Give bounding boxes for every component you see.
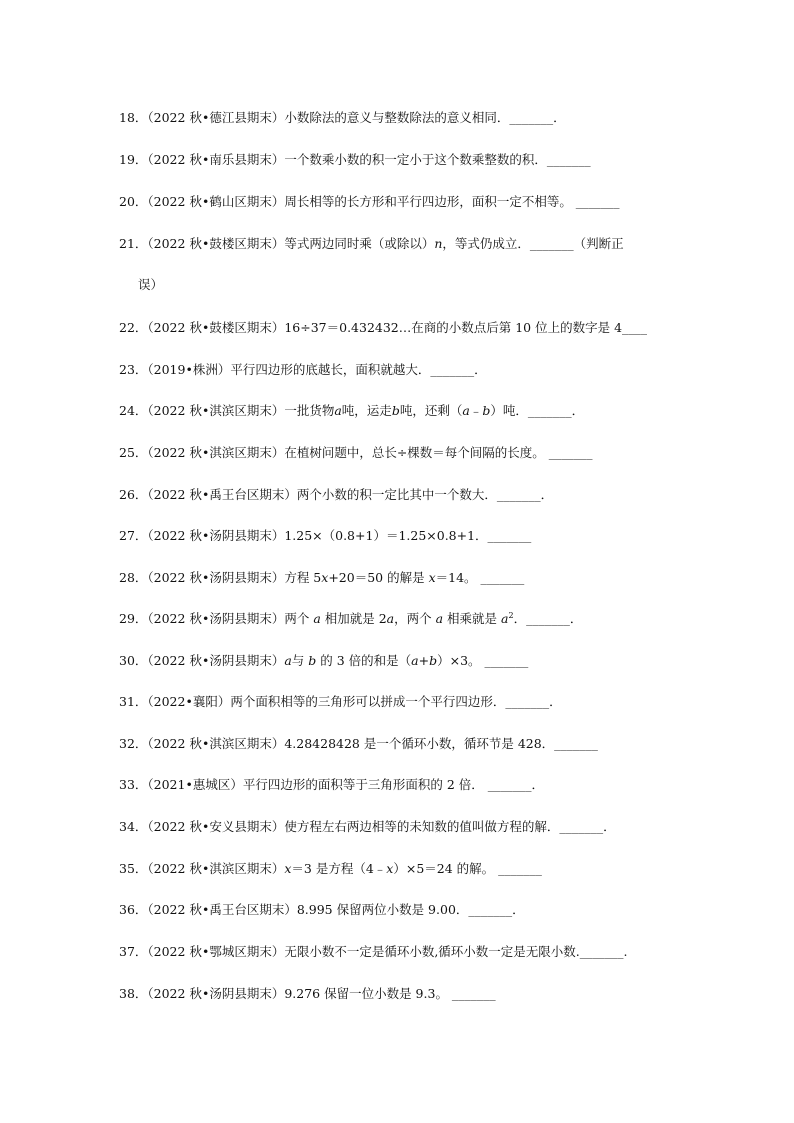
question-source: （2022 秋•鼓楼区期末） (147, 236, 285, 251)
question-text: ）×3。 _______ (437, 653, 529, 668)
variable: n (434, 236, 443, 251)
question-number: 19． (119, 152, 148, 167)
question-21 (119, 234, 676, 253)
question-source: （2019•株洲） (147, 362, 231, 377)
question-text: 4.28428428 是一个循环小数，循环节是 428．_______ (284, 736, 598, 751)
question-text: 在植树问题中，总长÷棵数＝每个间隔的长度。 _______ (284, 445, 593, 460)
question-text: +20＝50 的解是 (328, 570, 429, 585)
question-26 (119, 485, 676, 504)
question-text: 无限小数不一定是循环小数,循环小数一定是无限小数._______. (284, 944, 628, 959)
question-source: （2022 秋•汤阴县期末） (147, 528, 285, 543)
question-source: （2022•襄阳） (147, 694, 231, 709)
question-number: 23． (119, 362, 148, 377)
question-source: （2022 秋•淇滨区期末） (147, 445, 285, 460)
question-source: （2022 秋•汤阴县期末） (147, 653, 285, 668)
question-19 (119, 150, 676, 169)
question-37 (119, 942, 676, 961)
question-29 (119, 609, 676, 628)
question-text: ＝3 是方程（4﹣ (291, 861, 387, 876)
variable: a (284, 653, 292, 668)
question-text: 平行四边形的面积等于三角形面积的 2 倍． _______． (242, 777, 544, 792)
variable: x (386, 861, 394, 876)
question-text: 等式两边同时乘（或除以） (284, 236, 435, 251)
question-text: 相加就是 2 (320, 611, 387, 626)
question-text: ，两个 (394, 611, 436, 626)
question-source: （2022 秋•淇滨区期末） (147, 403, 285, 418)
question-source: （2022 秋•南乐县期末） (147, 152, 285, 167)
question-text: ）吨．_______． (490, 403, 585, 418)
question-34 (119, 817, 676, 836)
question-source: （2022 秋•禹王台区期末） (147, 487, 297, 502)
question-number: 20． (119, 194, 148, 209)
question-text: 与 (291, 653, 309, 668)
question-38 (119, 984, 676, 1003)
question-number: 27． (119, 528, 148, 543)
question-text: 使方程左右两边相等的未知数的值叫做方程的解．_______． (284, 819, 616, 834)
question-35 (119, 859, 676, 878)
question-text: 相乘就是 (443, 611, 502, 626)
question-text: 周长相等的长方形和平行四边形，面积一定不相等。 _______ (284, 194, 620, 209)
question-text: 一批货物 (284, 403, 335, 418)
question-number: 29． (119, 611, 148, 626)
question-number: 22． (119, 320, 148, 335)
question-number: 34． (119, 819, 148, 834)
question-number: 35． (119, 861, 148, 876)
question-source: （2022 秋•汤阴县期末） (147, 611, 285, 626)
variable: b (308, 653, 317, 668)
question-text: 两个小数的积一定比其中一个数大．_______． (296, 487, 554, 502)
question-source: （2022 秋•淇滨区期末） (147, 861, 285, 876)
question-23 (119, 360, 676, 379)
question-number: 26． (119, 487, 148, 502)
variable: b (391, 403, 400, 418)
question-32 (119, 734, 676, 753)
question-number: 36． (119, 902, 148, 917)
variable: a (435, 611, 444, 626)
question-source: （2021•惠城区） (147, 777, 243, 792)
question-number: 25． (119, 445, 148, 460)
question-text: ）×5＝24 的解。 _______ (393, 861, 542, 876)
variable: x (321, 570, 329, 585)
variable: x (284, 861, 292, 876)
question-source: （2022 秋•德江县期末） (147, 110, 285, 125)
question-text: 9.276 保留一位小数是 9.3。 _______ (284, 986, 496, 1001)
question-source: （2022 秋•鹤山区期末） (147, 194, 285, 209)
question-number: 28． (119, 570, 148, 585)
question-27 (119, 526, 676, 545)
question-20 (119, 192, 676, 211)
variable: a (501, 611, 509, 626)
question-number: 38． (119, 986, 148, 1001)
variable: b (482, 403, 491, 418)
question-number: 21． (119, 236, 148, 251)
variable: b (429, 653, 438, 668)
question-text: ．_______． (513, 611, 583, 626)
question-source: （2022 秋•鄂城区期末） (147, 944, 285, 959)
question-number: 37． (119, 944, 148, 959)
question-source: （2022 秋•鼓楼区期末） (147, 320, 285, 335)
question-number: 24． (119, 403, 148, 418)
question-text: 的 3 倍的和是（ (316, 653, 412, 668)
variable: x (428, 570, 436, 585)
exponent: 2 (508, 611, 514, 620)
question-text: ﹣ (469, 403, 483, 418)
question-text: ，等式仍成立．_______（判断正 (442, 236, 624, 251)
question-source: （2022 秋•汤阴县期末） (147, 570, 285, 585)
question-text: 平行四边形的底越长，面积就越大．_______． (230, 362, 487, 377)
question-28 (119, 568, 676, 587)
question-text: 两个 (284, 611, 314, 626)
variable: a (313, 611, 321, 626)
variable: a (386, 611, 395, 626)
question-number: 18． (119, 110, 148, 125)
question-24 (119, 401, 676, 420)
question-text: 吨，还剩（ (399, 403, 463, 418)
question-text: 16÷37＝0.432432…在商的小数点后第 10 位上的数字是 4____ (284, 320, 648, 335)
question-text: 8.995 保留两位小数是 9.00．_______． (296, 902, 525, 917)
question-source: （2022 秋•汤阴县期末） (147, 986, 285, 1001)
question-number: 30． (119, 653, 148, 668)
question-text: 两个面积相等的三角形可以拼成一个平行四边形．_______． (230, 694, 562, 709)
question-text: + (418, 653, 430, 668)
question-source: （2022 秋•禹王台区期末） (147, 902, 297, 917)
question-text: 小数除法的意义与整数除法的意义相同．_______． (284, 110, 566, 125)
question-source: （2022 秋•淇滨区期末） (147, 736, 285, 751)
question-22 (119, 318, 676, 337)
variable: a (334, 403, 342, 418)
question-31 (119, 692, 676, 711)
question-text: 方程 5 (284, 570, 322, 585)
question-text: 1.25×（0.8+1）＝1.25×0.8+1．_______ (284, 528, 532, 543)
question-18 (119, 108, 676, 127)
question-25 (119, 443, 676, 462)
question-21-continuation: 误） (138, 277, 164, 292)
question-text: ＝14。 _______ (435, 570, 525, 585)
variable: a (462, 403, 470, 418)
question-text: 一个数乘小数的积一定小于这个数乘整数的积．_______ (284, 152, 591, 167)
question-number: 32． (119, 736, 148, 751)
question-number: 33． (119, 777, 148, 792)
question-36 (119, 900, 676, 919)
variable: a (411, 653, 419, 668)
question-number: 31． (119, 694, 148, 709)
question-33 (119, 775, 676, 794)
question-source: （2022 秋•安义县期末） (147, 819, 285, 834)
question-30 (119, 651, 676, 670)
question-text: 吨，运走 (341, 403, 392, 418)
